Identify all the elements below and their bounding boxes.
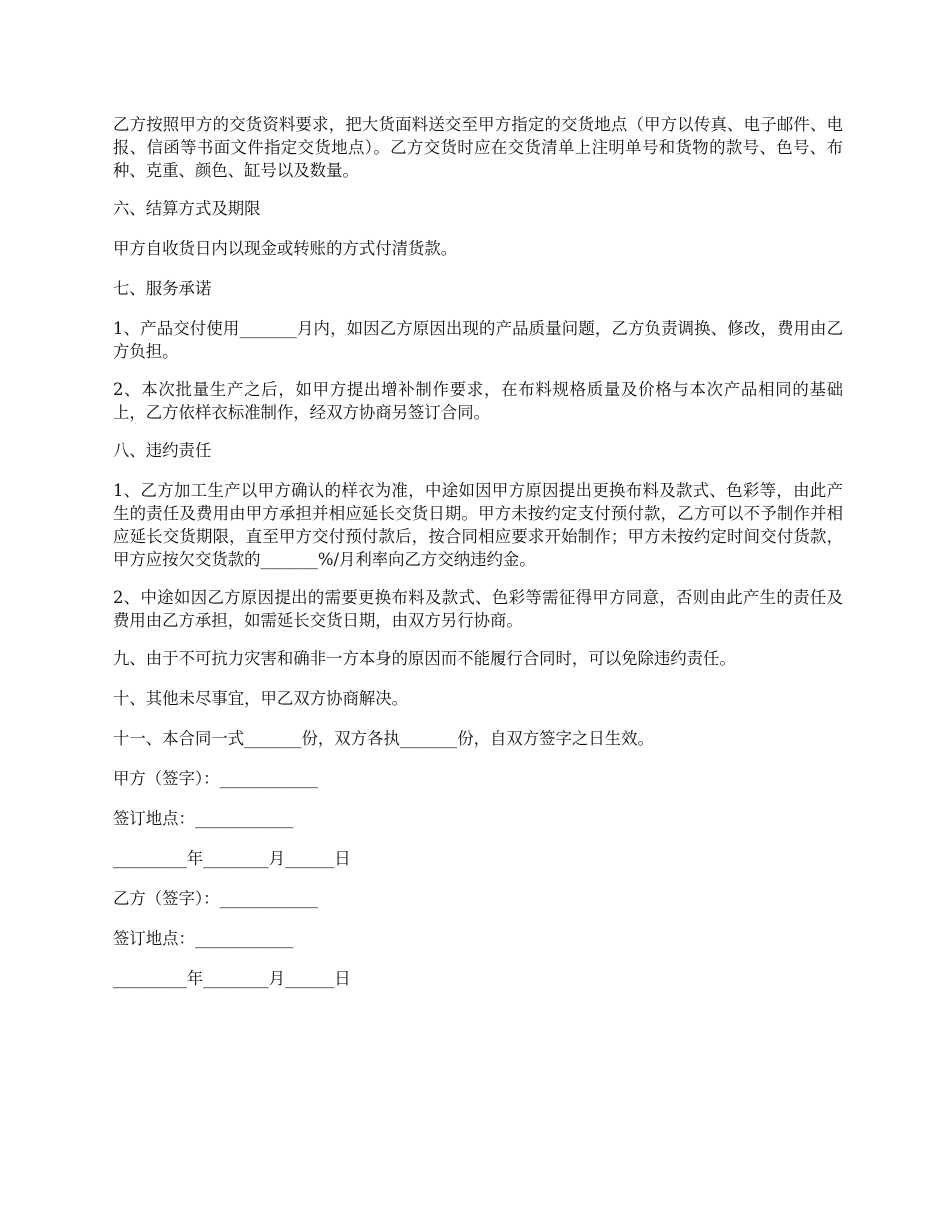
- contract-document: [113, 113, 843, 1007]
- liability-clause-2: 2、中途如因乙方原因提出的需要更换布料及款式、色彩等需征得甲方同意，否则由此产生的责任及费用由乙方承担，如需延长交货日期，由双方另行协商。: [113, 588, 843, 630]
- section-7-heading: 七、服务承诺: [113, 279, 212, 298]
- service-clause-1: 1、产品交付使用_______月内，如因乙方原因出现的产品质量问题，乙方负责调换、修改，费用由乙方负担。: [113, 319, 843, 361]
- party-a-signature-line: 甲方（签字）：____________: [113, 769, 318, 788]
- section-6-heading: 六、结算方式及期限: [113, 199, 261, 218]
- party-a-date-line: _________年________月______日: [113, 849, 351, 868]
- settlement-paragraph: 甲方自收货日内以现金或转账的方式付清货款。: [113, 239, 458, 258]
- section-9-paragraph: 九、由于不可抗力灾害和确非一方本身的原因而不能履行合同时，可以免除违约责任。: [113, 649, 736, 668]
- section-8-heading: 八、违约责任: [113, 441, 212, 460]
- delivery-clause-paragraph: 乙方按照甲方的交货资料要求，把大货面料送交至甲方指定的交货地点（甲方以传真、电子邮件、电报、信函等书面文件指定交货地点）。乙方交货时应在交货清单上注明单号和货物的款号、色号、布种、克重、颜色、缸号以及数量。: [113, 115, 843, 180]
- party-b-signature-line: 乙方（签字）：____________: [113, 889, 318, 908]
- section-11-paragraph: 十一、本合同一式_______份，双方各执_______份，自双方签字之日生效。: [113, 729, 654, 748]
- party-b-signing-place-line: 签订地点：____________: [113, 929, 294, 948]
- service-clause-2: 2、本次批量生产之后，如甲方提出增补制作要求，在布料规格质量及价格与本次产品相同的基础上，乙方依样衣标准制作，经双方协商另签订合同。: [113, 380, 843, 422]
- party-b-date-line: _________年________月______日: [113, 969, 351, 988]
- party-a-signing-place-line: 签订地点：____________: [113, 809, 294, 828]
- liability-clause-1: 1、乙方加工生产以甲方确认的样衣为准，中途如因甲方原因提出更换布料及款式、色彩等，由此产生的责任及费用由甲方承担并相应延长交货日期。甲方未按约定支付预付款，乙方可以不予制作并相应延长交货期限，直至甲方交付预付款后，按合同相应要求开始制作；甲方未按约定时间交付货款，甲方应按欠交货款的_______%/月利率向乙方交纳违约金。: [113, 481, 843, 569]
- section-10-paragraph: 十、其他未尽事宜，甲乙双方协商解决。: [113, 689, 409, 708]
